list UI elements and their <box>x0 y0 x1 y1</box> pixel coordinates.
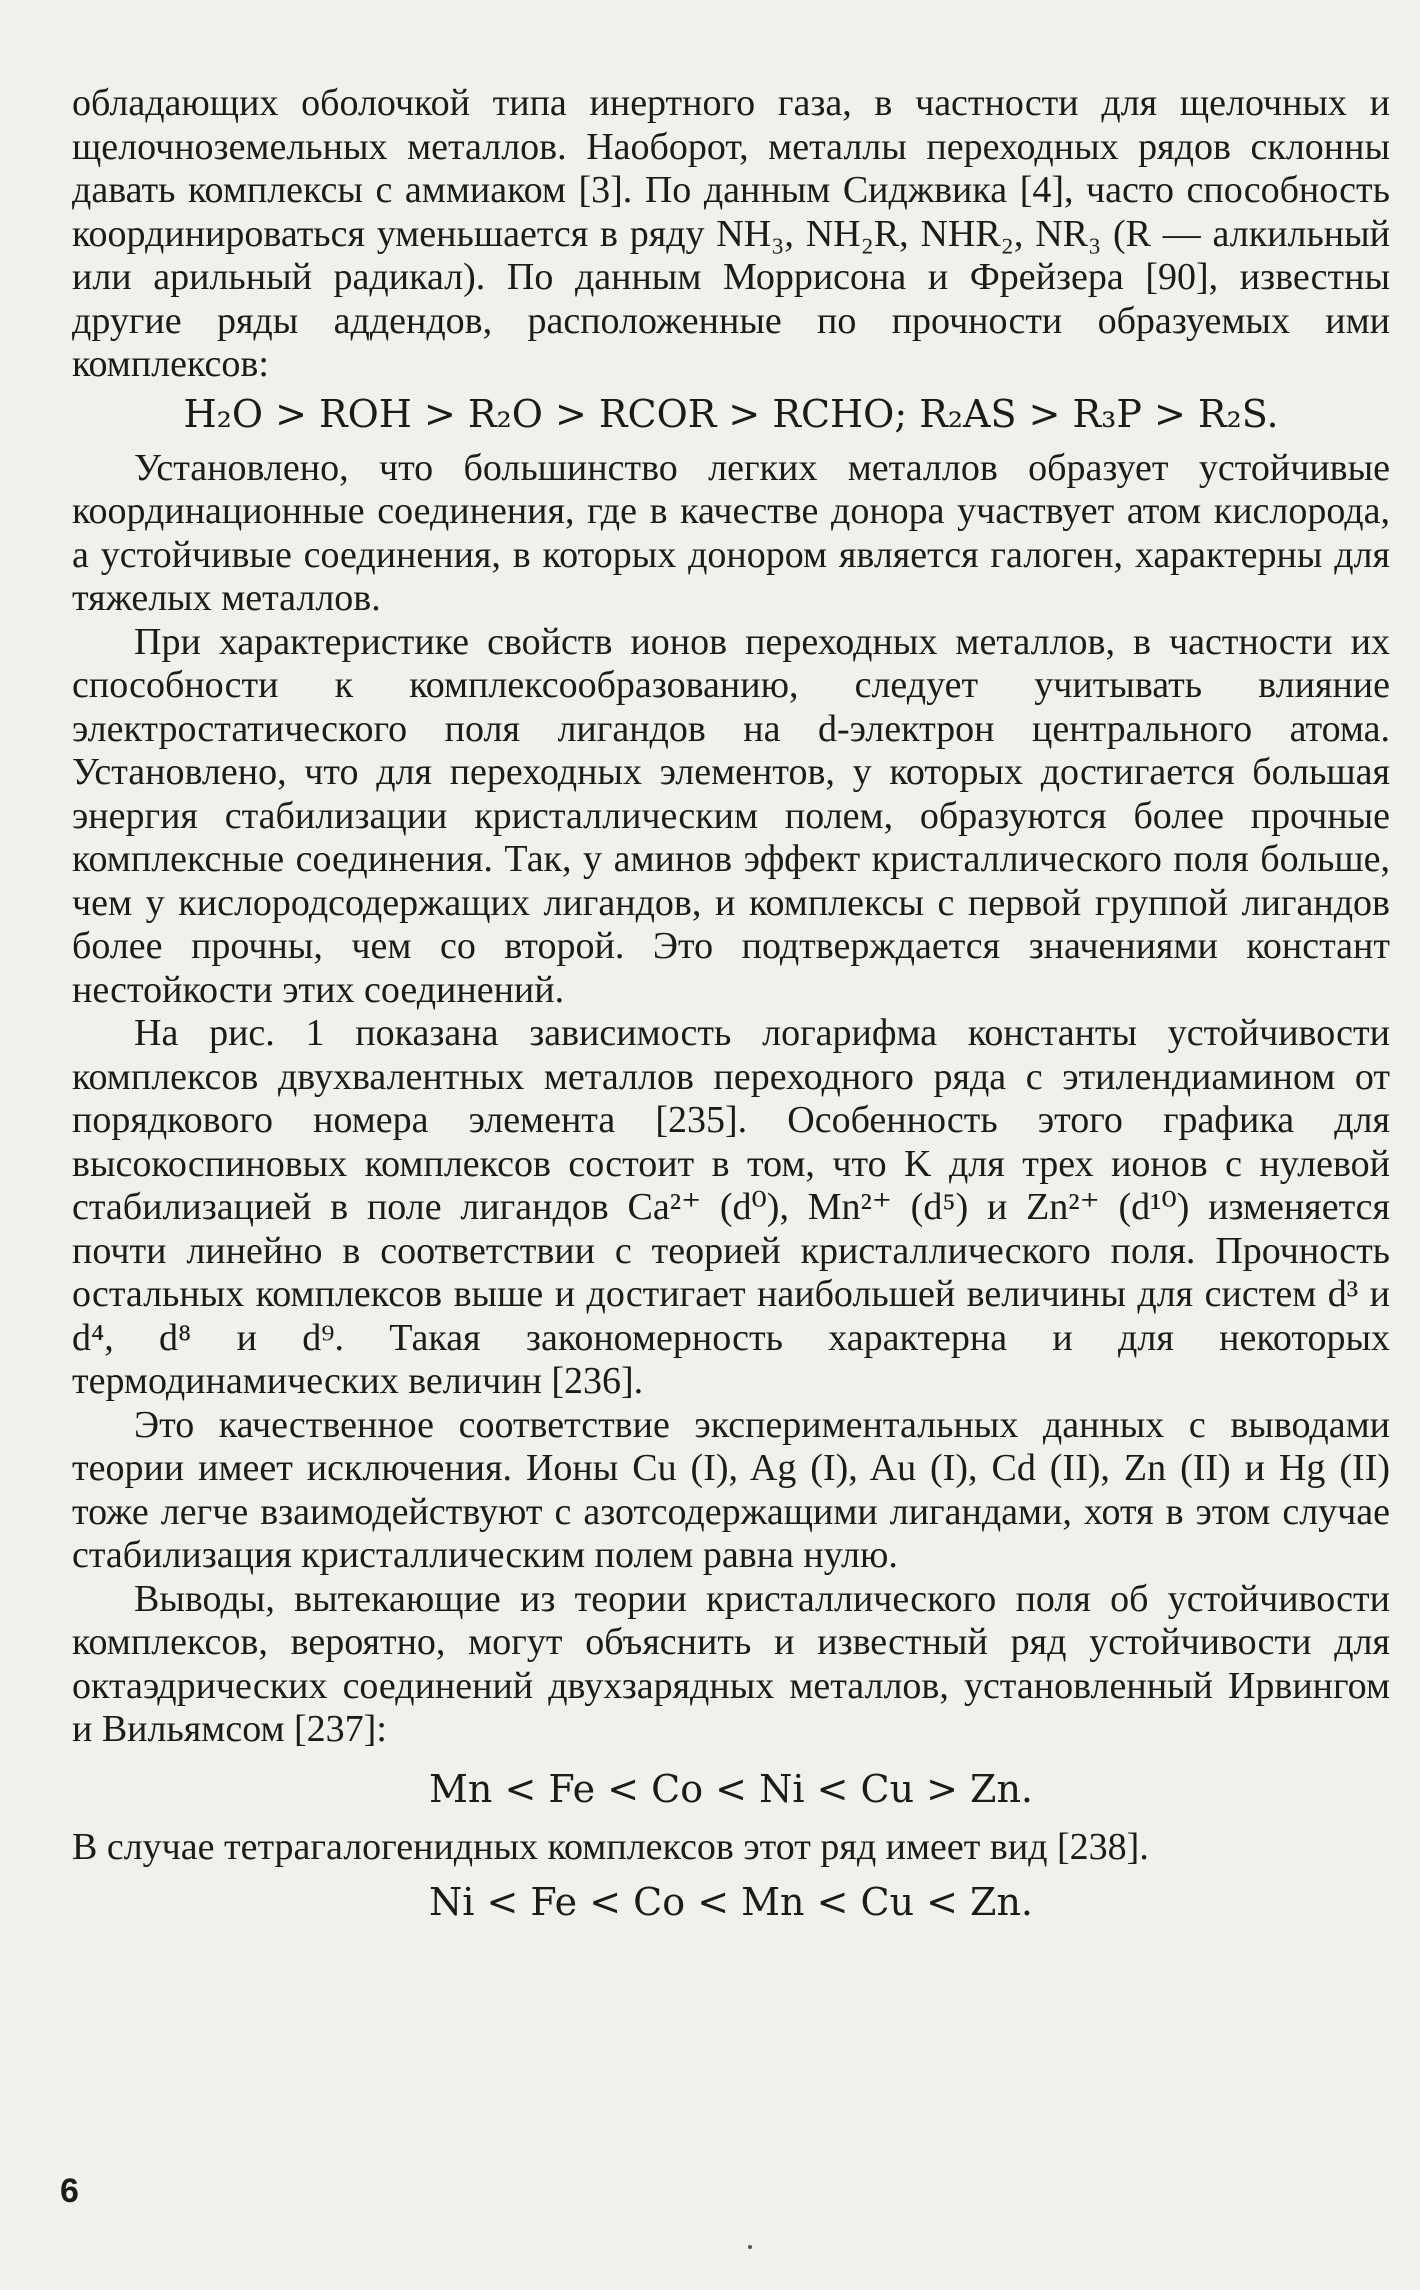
paragraph-5: Это качественное соответствие экспериментальных данных с выводами теории имеет исключения. Ионы Cu (I), Ag (I), Au (I), Cd (II), Zn (II) и Hg (II) тоже легче взаимодействуют с азотсодержащими лигандами, хотя в этом случае стабилизация кристаллическим полем равна нулю. <box>72 1403 1390 1576</box>
paragraph-6: Выводы, вытекающие из теории кристаллического поля об устойчивости комплексов, вероятно, могут объяснить и известный ряд устойчивости для октаэдрических соединений двухзарядных металлов, установленный Ирвингом и Вильямсом [237]: <box>72 1577 1390 1750</box>
paragraph-3: При характеристике свойств ионов переходных металлов, в частности их способности к комплексообразованию, следует учитывать влияние электростатического поля лигандов на d-электрон центрального атома. Установлено, что для переходных элементов, у которых достигается большая энергия стабилизации кристаллическим полем, образуются более прочные комплексные соединения. Так, у аминов эффект кристаллического поля больше, чем у кислородсодержащих лигандов, и комплексы с первой группой лигандов более прочны, чем со второй. Это подтверждается значениями констант нестойкости этих соединений. <box>72 620 1390 1011</box>
print-speck <box>748 2245 752 2249</box>
paragraph-7: В случае тетрагалогенидных комплексов этот ряд имеет вид [238]. <box>72 1825 1149 1868</box>
paragraph-1: обладающих оболочкой типа инертного газа, в частности для щелочных и щелочноземельных металлов. Наоборот, металлы переходных рядов склонны давать комплексы с аммиаком [3]. По данным Сиджвика [4], часто способность координироваться уменьшается в ряду NH₃, NH₂R, NHR₂, NR₃ (R — алкильный или арильный радикал). По данным Моррисона и Фрейзера [90], известны другие ряды аддендов, расположенные по прочности образуемых ими комплексов: <box>72 82 1390 385</box>
formula-ligand-series: H₂O > ROH > R₂O > RCOR > RCHO; R₂AS > R₃P > R₂S. <box>183 391 1279 436</box>
formula-irving-williams-series: Mn < Fe < Co < Ni < Cu > Zn. <box>428 1766 1033 1811</box>
paragraph-2: Установлено, что большинство легких металлов образует устойчивые координационные соединения, где в качестве донора участвует атом кислорода, а устойчивые соединения, в которых донором является галоген, характерны для тяжелых металлов. <box>72 446 1390 619</box>
page-body <box>72 82 1390 1925</box>
formula-tetrahalide-series: Ni < Fe < Co < Mn < Cu < Zn. <box>428 1880 1033 1924</box>
paragraph-4: На рис. 1 показана зависимость логарифма константы устойчивости комплексов двухвалентных металлов переходного ряда с этилендиамином от порядкового номера элемента [235]. Особенность этого графика для высокоспиновых комплексов состоит в том, что K для трех ионов с нулевой стабилизацией в поле лигандов Ca²⁺ (d⁰), Mn²⁺ (d⁵) и Zn²⁺ (d¹⁰) изменяется почти линейно в соответствии с теорией кристаллического поля. Прочность остальных комплексов выше и достигает наибольшей величины для систем d³ и d⁴, d⁸ и d⁹. Такая закономерность характерна и для некоторых термодинамических величин [236]. <box>72 1012 1390 1402</box>
page-number: 6 <box>60 2172 79 2210</box>
